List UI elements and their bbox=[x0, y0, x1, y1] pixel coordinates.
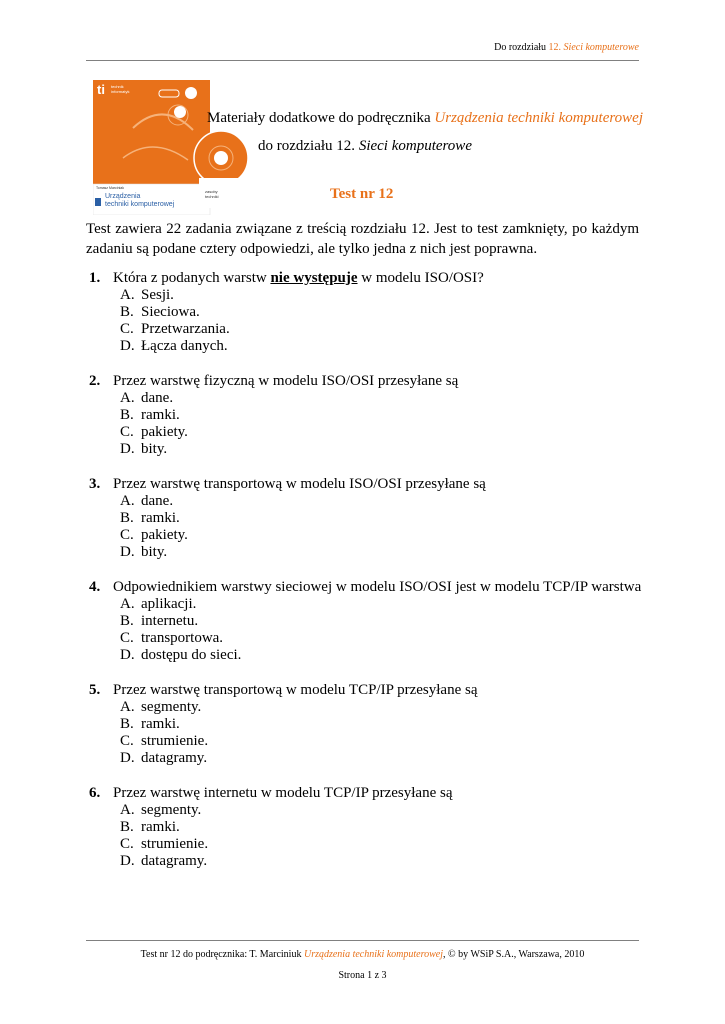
question-item bbox=[86, 270, 639, 355]
answer-option bbox=[86, 647, 639, 664]
answer-option bbox=[86, 716, 639, 733]
question-text-end: w modelu ISO/OSI? bbox=[361, 270, 484, 286]
answer-text: datagramy. bbox=[141, 750, 208, 766]
answer-letter: A. bbox=[120, 596, 135, 612]
cover-cd-line2: techniki bbox=[205, 194, 219, 199]
question-number: 6. bbox=[89, 785, 101, 801]
question-number: 2. bbox=[89, 373, 101, 389]
question-text-line bbox=[86, 373, 639, 390]
answer-letter: B. bbox=[120, 510, 134, 526]
question-text: Przez warstwę transportową w modelu ISO/OSI przesyłane są bbox=[113, 476, 486, 492]
answer-letter: A. bbox=[120, 699, 135, 715]
question-text-line bbox=[86, 476, 639, 493]
chapter-title: Sieci komputerowe bbox=[358, 138, 472, 154]
answer-list bbox=[86, 390, 639, 458]
answer-option bbox=[86, 699, 639, 716]
answer-letter: C. bbox=[120, 424, 134, 440]
question-number: 4. bbox=[89, 579, 101, 595]
question-text: Przez warstwę internetu w modelu TCP/IP przesyłane są bbox=[113, 785, 453, 801]
question-text: Przez warstwę transportową w modelu TCP/IP przesyłane są bbox=[113, 682, 478, 698]
question-number: 5. bbox=[89, 682, 101, 698]
cover-author: Tomasz Marciniak bbox=[96, 186, 125, 190]
answer-text: dostępu do sieci. bbox=[141, 647, 242, 663]
question-item bbox=[86, 476, 639, 561]
page-number: Strona 1 z 3 bbox=[338, 970, 387, 981]
question-text: Przez warstwę fizyczną w modelu ISO/OSI przesyłane są bbox=[113, 373, 459, 389]
answer-option bbox=[86, 750, 639, 767]
answer-option bbox=[86, 853, 639, 870]
answer-option bbox=[86, 527, 639, 544]
answer-text: bity. bbox=[141, 544, 168, 560]
answer-list bbox=[86, 287, 639, 355]
question-item bbox=[86, 682, 639, 767]
answer-letter: D. bbox=[120, 441, 135, 457]
answer-option bbox=[86, 802, 639, 819]
question-number: 1. bbox=[89, 270, 101, 286]
test-title: Test nr 12 bbox=[330, 186, 394, 202]
question-emphasis: nie występuje bbox=[270, 270, 358, 286]
answer-letter: B. bbox=[120, 407, 134, 423]
answer-option bbox=[86, 493, 639, 510]
answer-text: segmenty. bbox=[141, 699, 202, 715]
answer-letter: C. bbox=[120, 630, 134, 646]
question-text-line bbox=[86, 579, 642, 596]
answer-list bbox=[86, 493, 639, 561]
answer-text: dane. bbox=[141, 390, 174, 406]
cover-series-line2: informatyk bbox=[111, 89, 130, 94]
answer-letter: B. bbox=[120, 819, 134, 835]
answer-letter: B. bbox=[120, 304, 134, 320]
answer-letter: C. bbox=[120, 836, 134, 852]
answer-option bbox=[86, 733, 639, 750]
answer-letter: D. bbox=[120, 647, 135, 663]
header-chapter-number: 12. bbox=[548, 42, 562, 53]
question-text-line bbox=[86, 785, 639, 802]
question-text-line bbox=[86, 270, 639, 287]
answer-text: Sieciowa. bbox=[141, 304, 200, 320]
answer-text: Przetwarzania. bbox=[141, 321, 230, 337]
answer-letter: C. bbox=[120, 321, 134, 337]
answer-text: strumienie. bbox=[141, 733, 209, 749]
question-item bbox=[86, 373, 639, 458]
question-item bbox=[86, 785, 639, 870]
answer-letter: B. bbox=[120, 716, 134, 732]
answer-letter: A. bbox=[120, 493, 135, 509]
answer-text: ramki. bbox=[141, 819, 180, 835]
answer-option bbox=[86, 819, 639, 836]
answer-text: pakiety. bbox=[141, 424, 188, 440]
book-title: Urządzenia techniki komputerowej bbox=[434, 110, 643, 126]
answer-letter: C. bbox=[120, 527, 134, 543]
cover-title-line1: Urządzenia bbox=[105, 193, 141, 200]
question-item bbox=[86, 579, 642, 664]
answer-text: transportowa. bbox=[141, 630, 224, 646]
answer-option bbox=[86, 544, 639, 561]
answer-option bbox=[86, 390, 639, 407]
answer-letter: A. bbox=[120, 802, 135, 818]
footer-rule bbox=[86, 940, 639, 941]
answer-text: Sesji. bbox=[141, 287, 174, 303]
cover-series-mark: ti bbox=[97, 82, 105, 97]
materials-prefix: Materiały dodatkowe do podręcznika bbox=[207, 110, 431, 126]
answer-option bbox=[86, 304, 639, 321]
answer-letter: A. bbox=[120, 390, 135, 406]
answer-list bbox=[86, 699, 639, 767]
answer-option bbox=[86, 287, 639, 304]
answer-option bbox=[86, 596, 639, 613]
footer-book-title: Urządzenia techniki komputerowej bbox=[303, 949, 444, 960]
answer-list bbox=[86, 596, 639, 664]
answer-option bbox=[86, 836, 639, 853]
question-text: Która z podanych warstw bbox=[113, 270, 267, 286]
cover-cd-line1: zasoby bbox=[205, 189, 218, 194]
answer-text: dane. bbox=[141, 493, 174, 509]
answer-letter: C. bbox=[120, 733, 134, 749]
answer-option bbox=[86, 424, 639, 441]
answer-option bbox=[86, 510, 639, 527]
answer-text: ramki. bbox=[141, 716, 180, 732]
header-rule bbox=[86, 60, 639, 61]
answer-letter: B. bbox=[120, 613, 134, 629]
answer-text: datagramy. bbox=[141, 853, 208, 869]
answer-text: ramki. bbox=[141, 407, 180, 423]
answer-text: ramki. bbox=[141, 510, 180, 526]
answer-option bbox=[86, 407, 639, 424]
footer-prefix: Test nr 12 do podręcznika: T. Marciniuk bbox=[140, 949, 302, 960]
intro-paragraph: Test zawiera 22 zadania związane z treścią rozdziału 12. Jest to test zamknięty, po każdym zadaniu są podane cztery odpowiedzi, ale tylko jedna z nich jest poprawna. bbox=[86, 221, 639, 257]
question-text-line bbox=[86, 682, 639, 699]
materials-title bbox=[207, 109, 643, 127]
running-header bbox=[494, 42, 639, 54]
answer-text: segmenty. bbox=[141, 802, 202, 818]
header-chapter-title: Sieci komputerowe bbox=[563, 42, 639, 53]
answer-letter: D. bbox=[120, 544, 135, 560]
answer-letter: D. bbox=[120, 750, 135, 766]
answer-text: pakiety. bbox=[141, 527, 188, 543]
answer-text: Łącza danych. bbox=[141, 338, 228, 354]
header-prefix: Do rozdziału bbox=[494, 42, 547, 53]
answer-letter: D. bbox=[120, 853, 135, 869]
footer-credit bbox=[0, 949, 725, 961]
answer-letter: D. bbox=[120, 338, 135, 354]
book-cover-art bbox=[93, 80, 248, 215]
chapter-line bbox=[258, 137, 472, 155]
answer-list bbox=[86, 802, 639, 870]
footer-suffix: , © by WSiP S.A., Warszawa, 2010 bbox=[443, 949, 585, 960]
answer-option bbox=[86, 321, 639, 338]
answer-text: strumienie. bbox=[141, 836, 209, 852]
chapter-prefix: do rozdziału 12. bbox=[258, 138, 356, 154]
question-list bbox=[86, 270, 642, 888]
answer-option bbox=[86, 630, 639, 647]
answer-option bbox=[86, 613, 639, 630]
question-text: Odpowiednikiem warstwy sieciowej w modelu ISO/OSI jest w modelu TCP/IP warstwa bbox=[113, 579, 642, 595]
answer-option bbox=[86, 441, 639, 458]
answer-text: bity. bbox=[141, 441, 168, 457]
answer-option bbox=[86, 338, 639, 355]
cover-series-line1: technik bbox=[111, 84, 124, 89]
book-cover-image bbox=[93, 80, 248, 215]
answer-letter: A. bbox=[120, 287, 135, 303]
answer-text: internetu. bbox=[141, 613, 199, 629]
question-number: 3. bbox=[89, 476, 101, 492]
cover-title-line2: techniki komputerowej bbox=[105, 201, 175, 208]
answer-text: aplikacji. bbox=[141, 596, 197, 612]
